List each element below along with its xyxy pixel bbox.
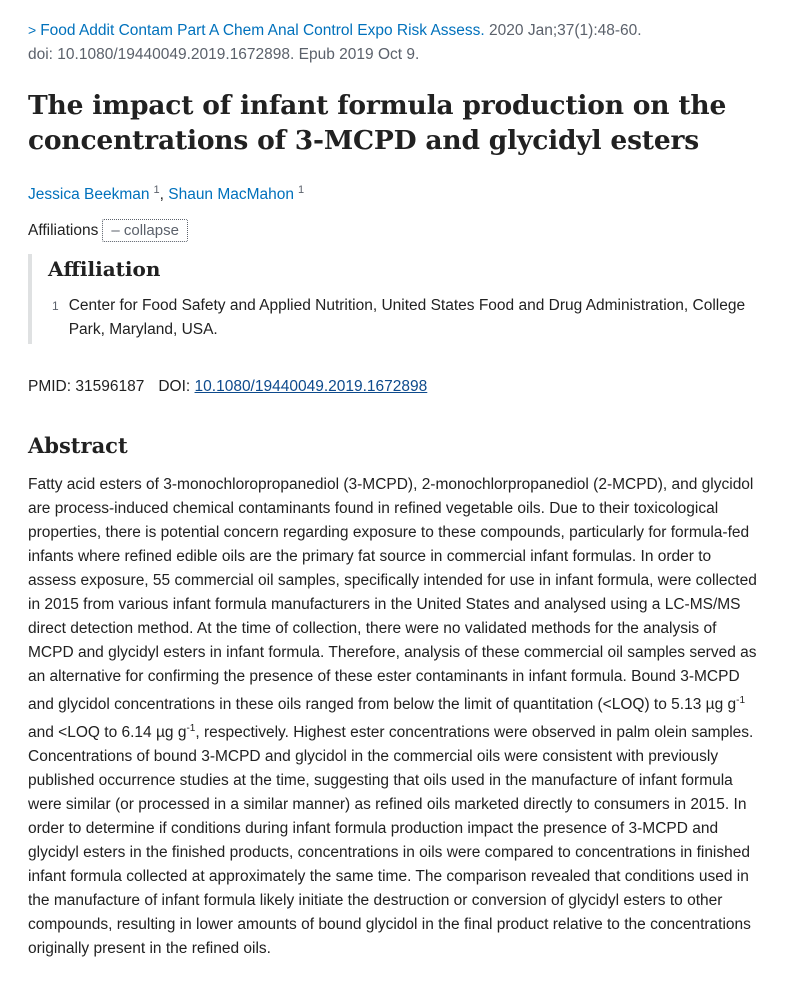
pmid-label: PMID:	[28, 378, 72, 395]
author-list	[28, 180, 762, 205]
journal-name: Food Addit Contam Part A Chem Anal Control Expo Risk Assess.	[40, 22, 485, 39]
author-affil-ref[interactable]: 1	[298, 184, 305, 196]
chevron-right-icon: >	[28, 22, 37, 38]
citation-line-1	[28, 18, 762, 43]
collapse-button[interactable]: – collapse	[102, 219, 188, 242]
article-title-line-2: concentrations of 3-MCPD and glycidyl esters	[28, 125, 699, 156]
abstract-part-2: and <LOQ to 6.14 µg g	[28, 724, 187, 742]
affiliation-number: 1	[52, 299, 59, 313]
author-link-macmahon[interactable]: Shaun MacMahon	[168, 186, 295, 203]
abstract-superscript: -1	[736, 695, 746, 706]
author-link-beekman[interactable]: Jessica Beekman	[28, 186, 150, 203]
author-separator: ,	[159, 186, 169, 203]
abstract-part-1: Fatty acid esters of 3-monochloropropanediol (3-MCPD), 2-monochlorpropanediol (2-MCPD), and glycidol are process-induced chemical contaminants found in refined vegetable oils. Due to their toxicological properties, there is potential concern regarding exposure to these compounds, particularly for formula-fed infants where refined edible oils are the primary fat source in commercial infant formulas. In order to assess exposure, 55 commercial oil samples, specifically intended for use in infant formula, were collected in 2015 from various infant formula manufacturers in the United States and analysed using a LC-MS/MS direct detection method. At the time of collection, there were no validated methods for the analysis of MCPD and glycidyl esters in infant formula. Therefore, analysis of these commercial oil samples served as an alternative for confirming the presence of these ester contaminants in infant formula. Bound 3-MCPD and glycidol concentrations in these oils ranged from below the limit of quantitation (<LOQ) to 5.13 µg g	[28, 476, 757, 714]
article-identifiers	[28, 375, 762, 399]
affiliation-heading: Affiliation	[48, 257, 161, 281]
citation-doi-epub: doi: 10.1080/19440049.2019.1672898. Epub 2019 Oct 9.	[28, 46, 420, 63]
citation	[28, 18, 762, 67]
abstract-part-3: , respectively. Highest ester concentrations were observed in palm olein samples. Concentrations of bound 3-MCPD and glycidol in the commercial oils were consistent with previously published occurrence studies at the time, suggesting that oils used in the manufacture of infant formula were similar (or processed in a similar manner) as refined oils marketed directly to consumers in 2015. In order to determine if conditions during infant formula production impact the presence of 3-MCPD and glycidyl esters in the finished products, concentrations in oils were compared to concentrations in finished infant formula collected at approximately the same time. The comparison revealed that conditions used in the manufacture of infant formula likely initiate the destruction or conversion of glycidyl esters to other compounds, resulting in lower amounts of bound glycidol in the final product relative to the concentrations originally present in the refined oils.	[28, 724, 754, 958]
journal-link[interactable]	[28, 22, 485, 39]
abstract-text	[28, 473, 758, 961]
affiliation-text: Center for Food Safety and Applied Nutrition, United States Food and Drug Administration, College Park, Maryland, USA.	[68, 297, 746, 338]
citation-date: 2020 Jan;37(1):48-60.	[484, 22, 642, 39]
affiliations-label: Affiliations	[28, 221, 99, 239]
affiliations-toggle-row	[28, 219, 762, 242]
abstract-heading: Abstract	[28, 433, 128, 458]
author-affil-ref[interactable]: 1	[153, 184, 160, 196]
doi-link[interactable]: 10.1080/19440049.2019.1672898	[194, 378, 428, 395]
article-title-line-1: The impact of infant formula production on the	[28, 90, 727, 121]
article-title	[28, 88, 762, 158]
doi-label: DOI:	[158, 378, 191, 395]
abstract-superscript: -1	[186, 723, 196, 735]
affiliation-panel	[28, 254, 762, 344]
pmid-value: 31596187	[75, 378, 145, 395]
affiliation-item	[48, 294, 762, 342]
